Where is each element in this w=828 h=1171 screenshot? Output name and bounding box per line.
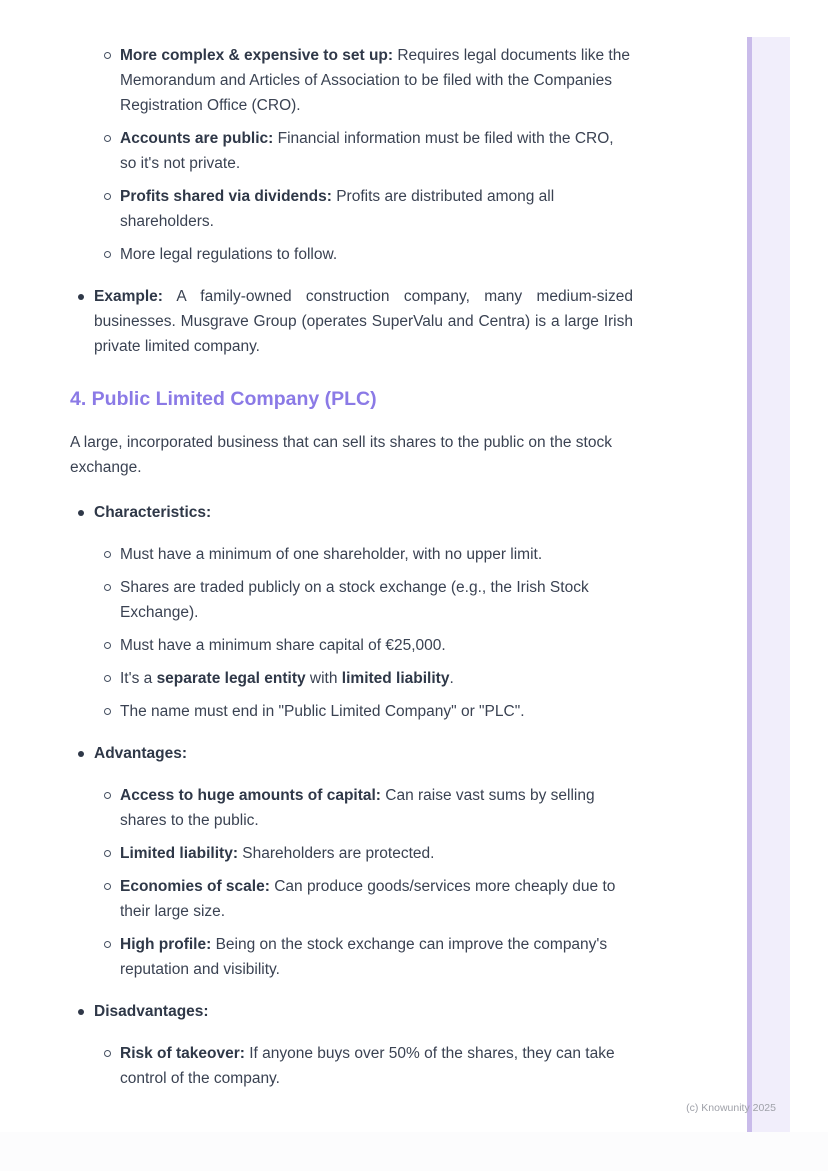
sub-list-item xyxy=(70,932,633,982)
section-heading: 4. Public Limited Company (PLC) xyxy=(70,388,377,410)
bullet-circle-icon xyxy=(104,584,111,591)
document-content xyxy=(70,43,633,1108)
bullet-list xyxy=(70,741,633,766)
list-item-text xyxy=(94,500,633,525)
bullet-circle-icon xyxy=(104,251,111,258)
sub-bullet-list xyxy=(70,1041,633,1091)
bold-text: limited liability xyxy=(341,670,450,687)
sub-list-item xyxy=(70,1041,633,1091)
footer-copyright: (c) Knowunity 2025 xyxy=(686,1102,776,1114)
list-item-text: Access to huge amounts of capital: Can raise vast sums by selling shares to the public. xyxy=(120,787,595,829)
page-background xyxy=(0,1132,828,1171)
bullet-circle-icon xyxy=(104,1050,111,1057)
sub-bullet-list xyxy=(70,542,633,724)
sub-list-item xyxy=(70,633,633,658)
bold-text: More complex & expensive to set up: xyxy=(120,47,394,64)
list-item-text: It's a separate legal entity with limited liability. xyxy=(120,670,454,687)
bold-text: Accounts are public: xyxy=(120,130,274,147)
sub-list-item xyxy=(70,542,633,567)
bold-text: Example: xyxy=(94,288,163,305)
bold-text: Disadvantages: xyxy=(94,1003,209,1020)
list-item-text: Limited liability: Shareholders are protected. xyxy=(120,845,435,862)
list-item-text: Must have a minimum of one shareholder, with no upper limit. xyxy=(120,546,543,563)
bold-text: Characteristics: xyxy=(94,504,212,521)
list-item-text: Accounts are public: Financial information must be filed with the CRO, so it's not private. xyxy=(120,130,614,172)
bullet-list xyxy=(70,500,633,525)
bullet-circle-icon xyxy=(104,675,111,682)
bullet-circle-icon xyxy=(104,193,111,200)
bullet-list xyxy=(70,284,633,359)
list-item-text: The name must end in "Public Limited Company" or "PLC". xyxy=(120,703,525,720)
list-item-text xyxy=(94,741,633,766)
bullet-dot-icon xyxy=(78,1009,84,1015)
list-item-text: More complex & expensive to set up: Requires legal documents like the Memorandum and Articles of Association to be filed with the Companies Registration Office (CRO). xyxy=(120,47,630,114)
list-item-text xyxy=(94,999,633,1024)
sub-list-item xyxy=(70,575,633,625)
bullet-circle-icon xyxy=(104,551,111,558)
sub-list-item xyxy=(70,699,633,724)
list-item-text: More legal regulations to follow. xyxy=(120,246,338,263)
page-edge-decoration xyxy=(747,37,790,1132)
list-item xyxy=(70,741,633,766)
list-item-text: Profits shared via dividends: Profits are distributed among all shareholders. xyxy=(120,188,555,230)
bullet-circle-icon xyxy=(104,708,111,715)
sub-list-item xyxy=(70,841,633,866)
bold-text: Economies of scale: xyxy=(120,878,270,895)
bullet-dot-icon xyxy=(78,294,84,300)
bold-text: separate legal entity xyxy=(156,670,306,687)
bullet-circle-icon xyxy=(104,642,111,649)
list-item-text: Risk of takeover: If anyone buys over 50% of the shares, they can take control of the company. xyxy=(120,1045,615,1087)
sub-list-item xyxy=(70,242,633,267)
sub-list-item xyxy=(70,666,633,691)
paragraph: A large, incorporated business that can sell its shares to the public on the stock exchange. xyxy=(70,434,612,476)
bold-text: Advantages: xyxy=(94,745,188,762)
list-item xyxy=(70,284,633,359)
sub-list-item xyxy=(70,126,633,176)
bold-text: High profile: xyxy=(120,936,212,953)
bullet-list xyxy=(70,999,633,1024)
bullet-circle-icon xyxy=(104,52,111,59)
list-item-text: Must have a minimum share capital of €25,000. xyxy=(120,637,446,654)
bold-text: Profits shared via dividends: xyxy=(120,188,332,205)
bullet-dot-icon xyxy=(78,510,84,516)
bullet-circle-icon xyxy=(104,135,111,142)
bold-text: Limited liability: xyxy=(120,845,238,862)
bullet-dot-icon xyxy=(78,751,84,757)
sub-bullet-list xyxy=(70,43,633,267)
bold-text: Risk of takeover: xyxy=(120,1045,245,1062)
bullet-circle-icon xyxy=(104,850,111,857)
bold-text: Access to huge amounts of capital: xyxy=(120,787,381,804)
list-item-text: Shares are traded publicly on a stock exchange (e.g., the Irish Stock Exchange). xyxy=(120,579,589,621)
list-item-text: Economies of scale: Can produce goods/services more cheaply due to their large size. xyxy=(120,878,616,920)
bullet-circle-icon xyxy=(104,941,111,948)
list-item xyxy=(70,999,633,1024)
sub-list-item xyxy=(70,783,633,833)
bullet-circle-icon xyxy=(104,792,111,799)
sub-bullet-list xyxy=(70,783,633,982)
bullet-circle-icon xyxy=(104,883,111,890)
list-item-text: Example: A family-owned construction company, many medium-sized businesses. Musgrave Group (operates SuperValu and Centra) is a large Irish private limited company. xyxy=(94,288,633,355)
list-item-text: High profile: Being on the stock exchange can improve the company's reputation and visibility. xyxy=(120,936,608,978)
sub-list-item xyxy=(70,43,633,118)
list-item xyxy=(70,500,633,525)
sub-list-item xyxy=(70,184,633,234)
sub-list-item xyxy=(70,874,633,924)
